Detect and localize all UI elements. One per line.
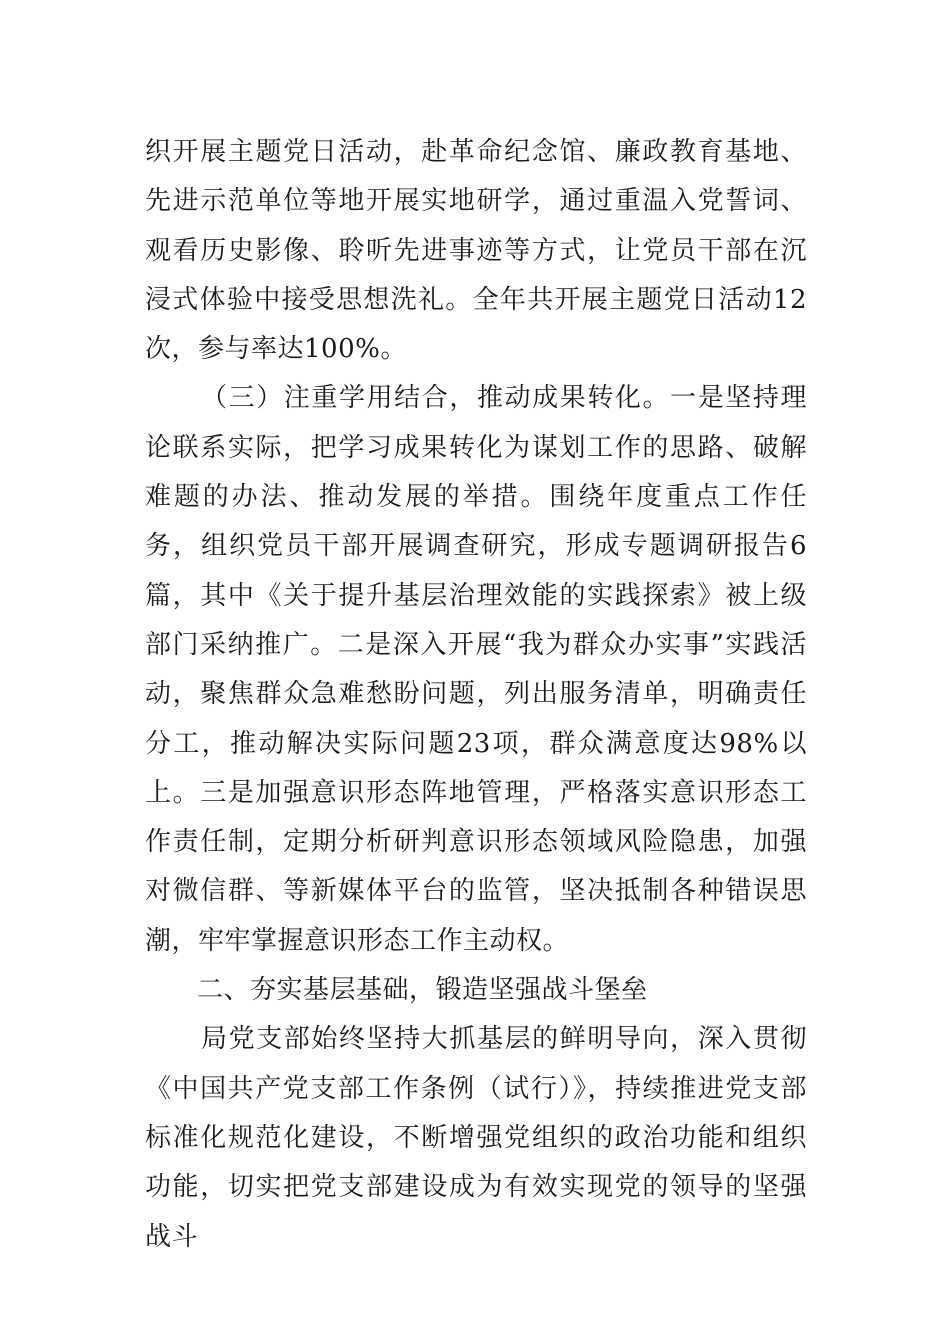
section-heading: 二、夯实基层基础，锻造坚强战斗堡垒 bbox=[197, 975, 648, 1006]
paragraph-section-three: （三）注重学用结合，推动成果转化。一是坚持理论联系实际，把学习成果转化为谋划工作的思路、破解难题的办法、推动发展的举措。围绕年度重点工作任务，组织党员干部开展调查研究，形成专题调研报告6篇，其中《关于提升基层治理效能的实践探索》被上级部门采纳推广。二是深入开展“我为群众办实事”实践活动，聚焦群众急难愁盼问题，列出服务清单，明确责任分工，推动解决实际问题23项，群众满意度达98%以上。三是加强意识形态阵地管理，严格落实意识形态工作责任制，定期分析研判意识形态领域风险隐患，加强对微信群、等新媒体平台的监管，坚决抵制各种错误思潮，牢牢掌握意识形态工作主动权。 bbox=[145, 383, 807, 956]
paragraph-section-two-intro: 局党支部始终坚持大抓基层的鲜明导向，深入贯彻《中国共产党支部工作条例（试行）》，持续推进党支部标准化规范化建设，不断增强党组织的政治功能和组织功能，切实把党支部建设成为有效实现党的领导的坚强战斗 bbox=[145, 1024, 807, 1252]
paragraph-continuation: 织开展主题党日活动，赴革命纪念馆、廉政教育基地、先进示范单位等地开展实地研学，通过重温入党誓词、观看历史影像、聆听先进事迹等方式，让党员干部在沉浸式体验中接受思想洗礼。全年共开展主题党日活动12次，参与率达100%。 bbox=[145, 137, 807, 365]
document-body bbox=[145, 128, 807, 1262]
